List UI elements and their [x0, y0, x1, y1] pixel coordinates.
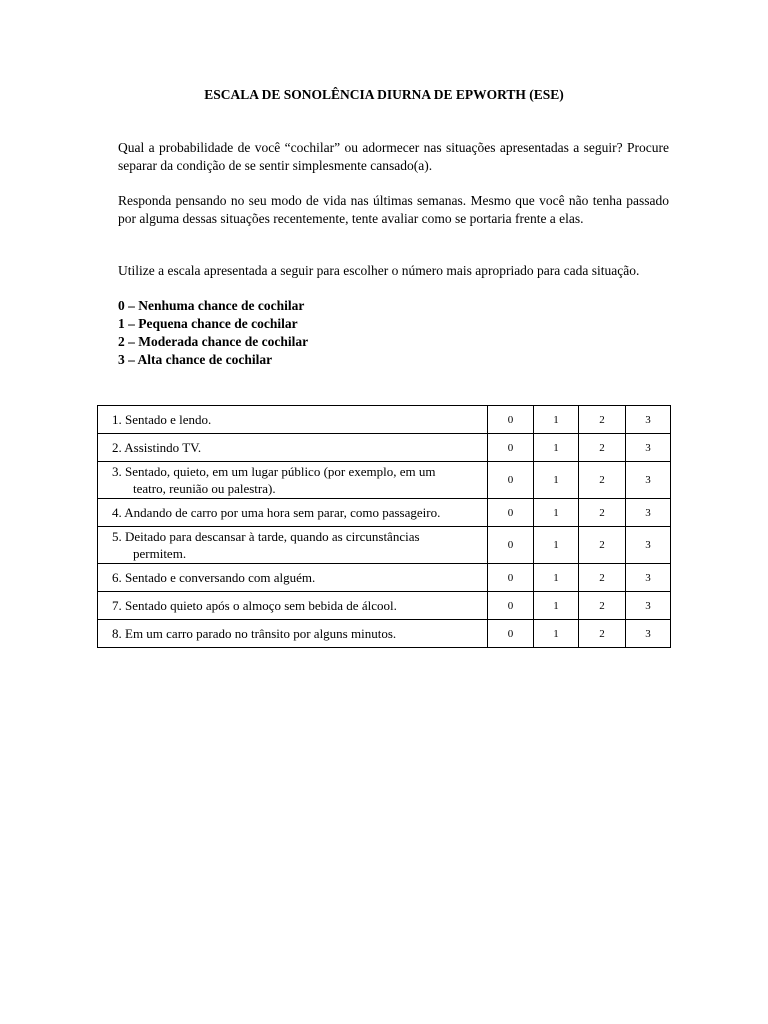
situation-cell	[98, 434, 488, 462]
situation-cell	[98, 499, 488, 527]
document-title: ESCALA DE SONOLÊNCIA DIURNA DE EPWORTH (ESE)	[204, 87, 564, 102]
table-row	[98, 592, 671, 620]
intro-paragraph-3: Utilize a escala apresentada a seguir para escolher o número mais apropriado para cada situação.	[118, 263, 640, 278]
score-option-1[interactable]: 1	[534, 462, 579, 499]
situation-cell	[98, 620, 488, 648]
table-row	[98, 564, 671, 592]
score-option-2[interactable]: 2	[579, 499, 626, 527]
situation-text: 6. Sentado e conversando com alguém.	[112, 570, 316, 585]
score-option-2[interactable]: 2	[579, 564, 626, 592]
score-option-3[interactable]: 3	[626, 592, 671, 620]
situation-cell	[98, 564, 488, 592]
score-option-0[interactable]: 0	[488, 527, 534, 564]
table-row	[98, 499, 671, 527]
scale-option-3: 3 – Alta chance de cochilar	[118, 352, 273, 367]
scale-option-1: 1 – Pequena chance de cochilar	[118, 316, 298, 331]
score-option-0[interactable]: 0	[488, 564, 534, 592]
score-option-0[interactable]: 0	[488, 592, 534, 620]
score-option-0[interactable]: 0	[488, 434, 534, 462]
situation-text-continued: teatro, reunião ou palestra).	[133, 481, 276, 496]
score-option-2[interactable]: 2	[579, 527, 626, 564]
scale-option-2: 2 – Moderada chance de cochilar	[118, 334, 309, 349]
score-option-3[interactable]: 3	[626, 406, 671, 434]
situation-text: 7. Sentado quieto após o almoço sem bebida de álcool.	[112, 598, 397, 613]
score-option-3[interactable]: 3	[626, 499, 671, 527]
scale-option-0: 0 – Nenhuma chance de cochilar	[118, 298, 305, 313]
score-option-2[interactable]: 2	[579, 406, 626, 434]
score-option-1[interactable]: 1	[534, 434, 579, 462]
score-option-3[interactable]: 3	[626, 564, 671, 592]
score-option-2[interactable]: 2	[579, 592, 626, 620]
scale-legend	[118, 297, 308, 369]
score-option-1[interactable]: 1	[534, 406, 579, 434]
score-option-1[interactable]: 1	[534, 527, 579, 564]
score-option-2[interactable]: 2	[579, 462, 626, 499]
score-option-3[interactable]: 3	[626, 462, 671, 499]
situation-cell	[98, 462, 488, 499]
score-option-3[interactable]: 3	[626, 620, 671, 648]
score-option-3[interactable]: 3	[626, 434, 671, 462]
situation-text: 3. Sentado, quieto, em um lugar público (por exemplo, em um	[112, 464, 436, 479]
score-option-1[interactable]: 1	[534, 592, 579, 620]
score-option-1[interactable]: 1	[534, 564, 579, 592]
situations-table	[97, 405, 671, 648]
intro-paragraph-1: Qual a probabilidade de você “cochilar” ou adormecer nas situações apresentadas a seguir? Procure separar da condição de se sentir simplesmente cansado(a).	[118, 140, 669, 173]
situation-cell	[98, 592, 488, 620]
score-option-1[interactable]: 1	[534, 499, 579, 527]
score-option-2[interactable]: 2	[579, 434, 626, 462]
table-row	[98, 527, 671, 564]
table-row	[98, 434, 671, 462]
intro-paragraph-2: Responda pensando no seu modo de vida nas últimas semanas. Mesmo que você não tenha passado por alguma dessas situações recentemente, tente avaliar como se portaria frente a elas.	[118, 193, 669, 226]
score-option-0[interactable]: 0	[488, 499, 534, 527]
table-row	[98, 620, 671, 648]
situation-text: 8. Em um carro parado no trânsito por alguns minutos.	[112, 626, 397, 641]
score-option-0[interactable]: 0	[488, 620, 534, 648]
situation-text: 1. Sentado e lendo.	[112, 412, 212, 427]
situation-text: 4. Andando de carro por uma hora sem parar, como passageiro.	[112, 505, 441, 520]
situation-cell	[98, 527, 488, 564]
situation-text: 2. Assistindo TV.	[112, 440, 202, 455]
score-option-1[interactable]: 1	[534, 620, 579, 648]
situation-text: 5. Deitado para descansar à tarde, quando as circunstâncias	[112, 529, 420, 544]
score-option-0[interactable]: 0	[488, 406, 534, 434]
situation-cell	[98, 406, 488, 434]
table-row	[98, 462, 671, 499]
score-option-2[interactable]: 2	[579, 620, 626, 648]
score-option-3[interactable]: 3	[626, 527, 671, 564]
table-row	[98, 406, 671, 434]
situation-text-continued: permitem.	[133, 546, 187, 561]
score-option-0[interactable]: 0	[488, 462, 534, 499]
